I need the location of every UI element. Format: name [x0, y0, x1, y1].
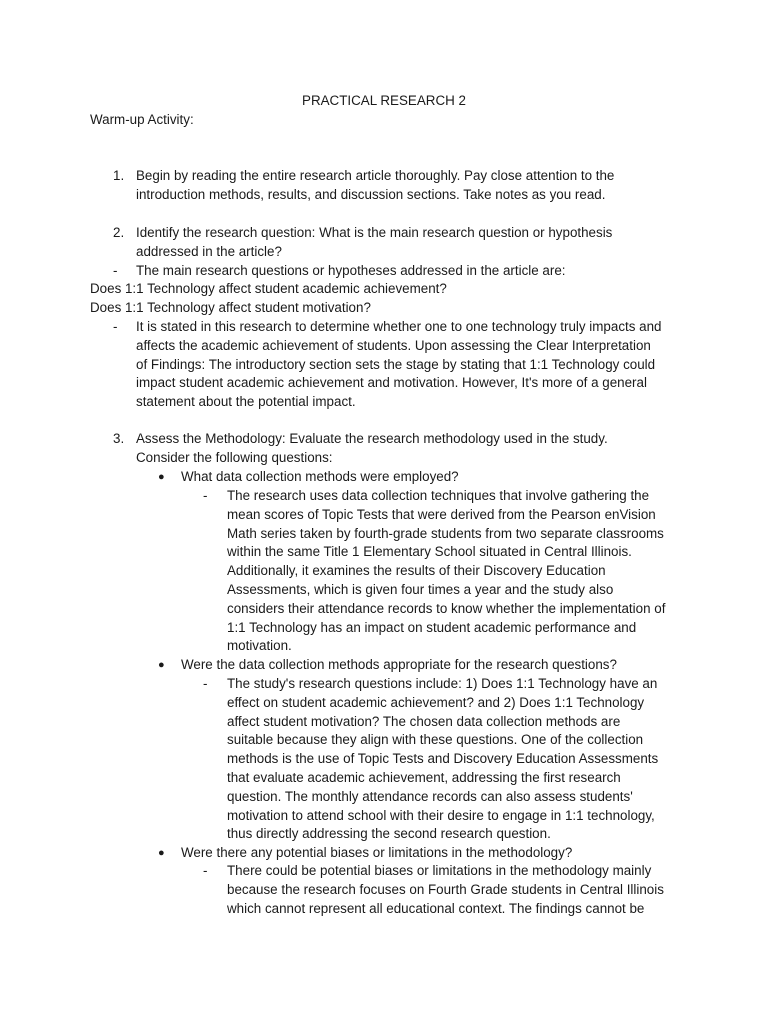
answer-line: motivation. — [227, 638, 292, 654]
item-2-number: 2. — [113, 225, 125, 240]
bullet-answer-2 — [227, 675, 658, 844]
item-1-number: 1. — [113, 168, 125, 183]
answer-line: The study's research questions include: 1) Does 1:1 Technology have an — [227, 676, 658, 691]
item-3-number: 3. — [113, 431, 125, 446]
bullet-marker: ● — [158, 471, 165, 483]
bullet-question-3: Were there any potential biases or limitations in the methodology? — [181, 845, 573, 860]
bullet-question-2: Were the data collection methods appropriate for the research questions? — [181, 657, 617, 672]
item-2-detail-line: It is stated in this research to determine whether one to one technology truly impacts and — [136, 319, 662, 334]
answer-line: 1:1 Technology has an impact on student academic performance and — [227, 619, 637, 635]
research-question-2: Does 1:1 Technology affect student motivation? — [90, 300, 371, 315]
item-2-detail-line: statement about the potential impact. — [136, 394, 356, 410]
item-3-text — [136, 430, 608, 468]
item-2-detail-line: of Findings: The introductory section sets the stage by stating that 1:1 Technology could — [136, 356, 656, 372]
bullet-answer-1 — [227, 487, 665, 656]
item-2-line: addressed in the article? — [136, 243, 282, 259]
bullet-answer-3 — [227, 862, 664, 918]
dash-marker: - — [203, 676, 208, 691]
answer-line: thus directly addressing the second research question. — [227, 826, 551, 842]
answer-line: There could be potential biases or limitations in the methodology mainly — [227, 863, 652, 878]
bullet-marker: ● — [158, 659, 165, 671]
item-2-detail-line: affects the academic achievement of students. Upon assessing the Clear Interpretation — [136, 337, 651, 353]
dash-marker: - — [203, 488, 208, 503]
answer-line: question. The monthly attendance records can also assess students' — [227, 788, 633, 804]
answer-line: which cannot represent all educational context. The findings cannot be — [227, 900, 645, 916]
answer-line: The research uses data collection techniques that involve gathering the — [227, 488, 650, 503]
research-question-1: Does 1:1 Technology affect student academic achievement? — [90, 281, 447, 296]
answer-line: Additionally, it examines the results of their Discovery Education — [227, 563, 606, 579]
answer-line: effect on student academic achievement? and 2) Does 1:1 Technology — [227, 694, 645, 710]
dash-marker: - — [113, 319, 118, 334]
item-3-line: Consider the following questions: — [136, 449, 333, 465]
answer-line: within the same Title 1 Elementary School situated in Central Illinois. — [227, 544, 632, 560]
dash-marker: - — [113, 263, 118, 278]
answer-line: methods is the use of Topic Tests and Discovery Education Assessments — [227, 751, 659, 767]
warmup-heading: Warm-up Activity: — [90, 112, 194, 127]
answer-line: Assessments, which is given four times a year and the study also — [227, 581, 614, 597]
answer-line: affect student motivation? The chosen data collection methods are — [227, 713, 621, 729]
item-1-line: introduction methods, results, and discussion sections. Take notes as you read. — [136, 186, 606, 202]
item-2-answer-intro: The main research questions or hypotheses addressed in the article are: — [136, 263, 566, 278]
item-3-line: Assess the Methodology: Evaluate the research methodology used in the study. — [136, 431, 608, 446]
answer-line: that evaluate academic achievement, addressing the first research — [227, 769, 621, 785]
item-1-text — [136, 167, 614, 205]
item-1-line: Begin by reading the entire research article thoroughly. Pay close attention to the — [136, 168, 615, 183]
item-2-detail-line: impact student academic achievement and motivation. However, It's more of a general — [136, 375, 647, 391]
document-title: PRACTICAL RESEARCH 2 — [302, 93, 466, 108]
answer-line: considers their attendance records to know whether the implementation of — [227, 600, 666, 616]
answer-line: Math series taken by fourth-grade students from two separate classrooms — [227, 525, 664, 541]
item-2-line: Identify the research question: What is the main research question or hypothesis — [136, 225, 613, 240]
answer-line: motivation to attend school with their desire to engage in 1:1 technology, — [227, 807, 655, 823]
answer-line: mean scores of Topic Tests that were derived from the Pearson enVision — [227, 506, 656, 522]
bullet-question-1: What data collection methods were employed? — [181, 469, 459, 484]
item-2-text — [136, 224, 612, 262]
answer-line: because the research focuses on Fourth Grade students in Central Illinois — [227, 881, 664, 897]
answer-line: suitable because they align with these questions. One of the collection — [227, 732, 644, 748]
dash-marker: - — [203, 863, 208, 878]
bullet-marker: ● — [158, 847, 165, 859]
item-2-answer-detail — [136, 318, 662, 412]
